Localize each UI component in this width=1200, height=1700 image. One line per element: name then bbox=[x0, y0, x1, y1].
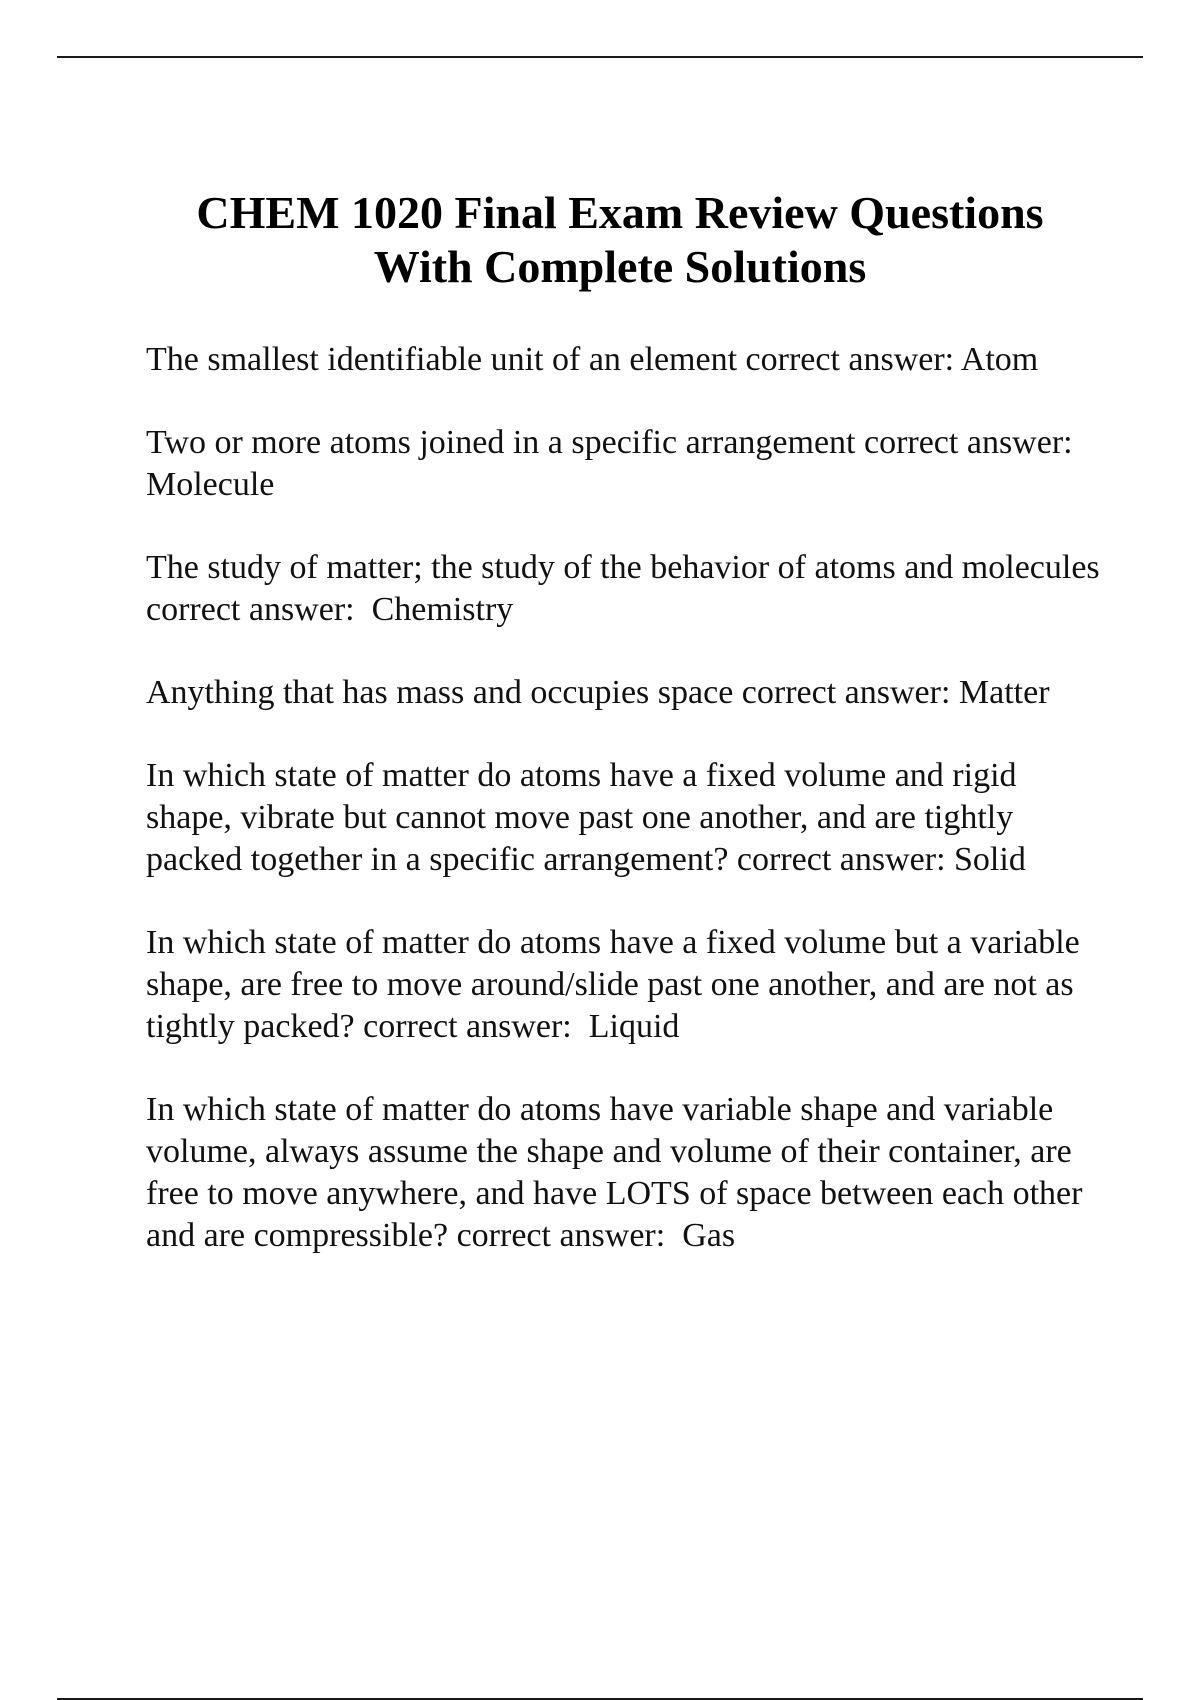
answer-text: Gas bbox=[665, 1217, 736, 1254]
question-text: The study of matter; the study of the behavior of atoms and molecules correct answer: bbox=[146, 549, 1109, 628]
qa-item bbox=[146, 339, 1106, 381]
qa-item bbox=[146, 922, 1106, 1048]
question-text: In which state of matter do atoms have variable shape and variable volume, always assume the shape and volume of their container, are free to move anywhere, and have LOTS of space between each other and are compressible? correct answer: bbox=[146, 1091, 1091, 1254]
answer-text: Molecule bbox=[146, 424, 1090, 503]
answer-text: Matter bbox=[950, 674, 1050, 711]
qa-item bbox=[146, 755, 1106, 881]
question-text: Two or more atoms joined in a specific arrangement correct answer: bbox=[146, 424, 1073, 461]
answer-text: Chemistry bbox=[354, 591, 514, 628]
document-title bbox=[100, 186, 1140, 294]
question-text: In which state of matter do atoms have a fixed volume and rigid shape, vibrate but cannot move past one another, and are tightly packed together in a specific arrangement? correct answer: bbox=[146, 757, 1026, 878]
question-text: The smallest identifiable unit of an element correct answer: bbox=[146, 341, 955, 378]
question-text: In which state of matter do atoms have a fixed volume but a variable shape, are free to move around/slide past one another, and are not as tightly packed? correct answer: bbox=[146, 924, 1089, 1045]
title-line-2: With Complete Solutions bbox=[373, 241, 867, 292]
qa-item bbox=[146, 547, 1109, 631]
qa-item bbox=[146, 422, 1106, 506]
question-text: Anything that has mass and occupies space correct answer: bbox=[146, 674, 951, 711]
qa-item bbox=[146, 1089, 1106, 1257]
qa-item bbox=[146, 672, 1106, 714]
answer-text: Solid bbox=[945, 841, 1026, 878]
answer-text: Atom bbox=[954, 341, 1039, 378]
qa-list bbox=[146, 339, 1109, 1298]
title-line-1: CHEM 1020 Final Exam Review Questions bbox=[196, 187, 1044, 238]
answer-text: Liquid bbox=[571, 1008, 680, 1045]
top-rule bbox=[57, 56, 1143, 58]
